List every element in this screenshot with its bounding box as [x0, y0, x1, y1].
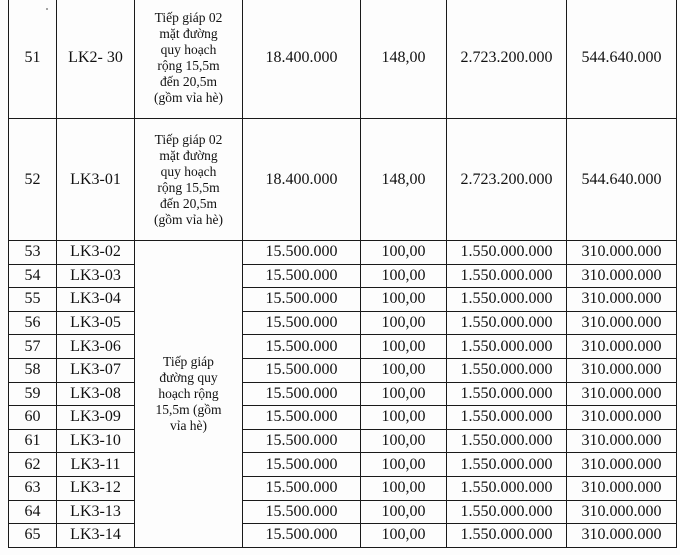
row-number-cell: 64	[9, 500, 57, 524]
location-description-line: vỉa hè)	[169, 417, 208, 433]
row-number-cell: 55	[9, 288, 57, 312]
unit-price-cell: 15.500.000	[243, 241, 361, 265]
deposit-cell: 310.000.000	[567, 453, 677, 477]
area-cell: 100,00	[361, 453, 447, 477]
deposit-cell: 310.000.000	[567, 311, 677, 335]
table-row	[9, 476, 677, 500]
row-number-cell: 56	[9, 311, 57, 335]
lot-code-cell: LK3-11	[57, 453, 135, 477]
row-number-cell: 61	[9, 429, 57, 453]
table-row	[9, 288, 677, 312]
unit-price-cell: 15.500.000	[243, 358, 361, 382]
unit-price-cell: 15.500.000	[243, 335, 361, 359]
table-row	[9, 335, 677, 359]
table-row	[9, 0, 677, 119]
location-description-line: Tiếp giáp 02	[154, 9, 223, 25]
row-number-cell: 54	[9, 264, 57, 288]
area-cell: 100,00	[361, 524, 447, 548]
total-price-cell: 2.723.200.000	[447, 119, 567, 241]
location-description-line: Tiếp giáp	[163, 353, 214, 369]
area-cell: 100,00	[361, 429, 447, 453]
area-cell: 100,00	[361, 358, 447, 382]
location-description-line: đường quy	[159, 369, 218, 385]
lot-code-cell: LK3-01	[57, 119, 135, 241]
unit-price-cell: 15.500.000	[243, 406, 361, 430]
location-description-line: quy hoạch	[160, 163, 217, 179]
area-cell: 100,00	[361, 264, 447, 288]
location-description-line: mặt đường	[159, 147, 218, 163]
total-price-cell: 1.550.000.000	[447, 524, 567, 548]
deposit-cell: 310.000.000	[567, 382, 677, 406]
lot-code-cell: LK3-14	[57, 524, 135, 548]
area-cell: 100,00	[361, 335, 447, 359]
table-row	[9, 429, 677, 453]
row-number-cell: 60	[9, 406, 57, 430]
unit-price-cell: 15.500.000	[243, 524, 361, 548]
unit-price-cell: 15.500.000	[243, 476, 361, 500]
location-description-line: rộng 15,5m	[157, 179, 220, 195]
row-number-cell: 58	[9, 358, 57, 382]
deposit-cell: 310.000.000	[567, 500, 677, 524]
location-description-line: Tiếp giáp 02	[154, 131, 223, 147]
lot-code-cell: LK3-05	[57, 311, 135, 335]
unit-price-cell: 18.400.000	[243, 119, 361, 241]
lot-code-cell: LK3-13	[57, 500, 135, 524]
row-number-cell: 51	[9, 0, 57, 119]
location-description-line: (gồm vỉa hè)	[154, 89, 223, 105]
location-description-line: đến 20,5m	[160, 195, 217, 211]
deposit-cell: 310.000.000	[567, 406, 677, 430]
total-price-cell: 1.550.000.000	[447, 311, 567, 335]
unit-price-cell: 15.500.000	[243, 429, 361, 453]
row-number-cell: 53	[9, 241, 57, 265]
deposit-cell: 310.000.000	[567, 335, 677, 359]
unit-price-cell: 15.500.000	[243, 453, 361, 477]
row-number-cell: 63	[9, 476, 57, 500]
row-number-cell: 65	[9, 524, 57, 548]
deposit-cell: 310.000.000	[567, 241, 677, 265]
unit-price-cell: 18.400.000	[243, 0, 361, 119]
area-cell: 100,00	[361, 241, 447, 265]
total-price-cell: 1.550.000.000	[447, 264, 567, 288]
table-row	[9, 264, 677, 288]
deposit-cell: 310.000.000	[567, 429, 677, 453]
deposit-cell: 310.000.000	[567, 358, 677, 382]
unit-price-cell: 15.500.000	[243, 382, 361, 406]
deposit-cell: 544.640.000	[567, 0, 677, 119]
total-price-cell: 1.550.000.000	[447, 288, 567, 312]
total-price-cell: 1.550.000.000	[447, 453, 567, 477]
area-cell: 100,00	[361, 476, 447, 500]
total-price-cell: 2.723.200.000	[447, 0, 567, 119]
unit-price-cell: 15.500.000	[243, 288, 361, 312]
total-price-cell: 1.550.000.000	[447, 358, 567, 382]
area-cell: 100,00	[361, 311, 447, 335]
total-price-cell: 1.550.000.000	[447, 500, 567, 524]
deposit-cell: 310.000.000	[567, 288, 677, 312]
unit-price-cell: 15.500.000	[243, 264, 361, 288]
total-price-cell: 1.550.000.000	[447, 382, 567, 406]
area-cell: 148,00	[361, 119, 447, 241]
location-description-line: quy hoạch	[160, 41, 217, 57]
lot-code-cell: LK3-03	[57, 264, 135, 288]
table-row	[9, 241, 677, 265]
row-number-cell: 59	[9, 382, 57, 406]
unit-price-cell: 15.500.000	[243, 500, 361, 524]
lot-code-cell: LK3-02	[57, 241, 135, 265]
table-row	[9, 524, 677, 548]
location-description-cell	[135, 119, 243, 241]
lot-code-cell: LK3-12	[57, 476, 135, 500]
table-row	[9, 311, 677, 335]
area-cell: 100,00	[361, 406, 447, 430]
total-price-cell: 1.550.000.000	[447, 406, 567, 430]
table-row	[9, 500, 677, 524]
total-price-cell: 1.550.000.000	[447, 241, 567, 265]
land-price-table	[8, 0, 677, 548]
total-price-cell: 1.550.000.000	[447, 476, 567, 500]
location-description-line: rộng 15,5m	[157, 57, 220, 73]
lot-code-cell: LK2- 30	[57, 0, 135, 119]
area-cell: 100,00	[361, 500, 447, 524]
location-description-line: mặt đường	[159, 25, 218, 41]
total-price-cell: 1.550.000.000	[447, 335, 567, 359]
area-cell: 148,00	[361, 0, 447, 119]
table-row	[9, 382, 677, 406]
location-description-cell	[135, 0, 243, 119]
row-number-cell: 62	[9, 453, 57, 477]
deposit-cell: 310.000.000	[567, 476, 677, 500]
location-description-line: hoạch rộng	[158, 385, 219, 401]
area-cell: 100,00	[361, 382, 447, 406]
unit-price-cell: 15.500.000	[243, 311, 361, 335]
lot-code-cell: LK3-09	[57, 406, 135, 430]
location-description-cell	[135, 241, 243, 548]
table-row	[9, 453, 677, 477]
table-row	[9, 358, 677, 382]
lot-code-cell: LK3-04	[57, 288, 135, 312]
deposit-cell: 310.000.000	[567, 264, 677, 288]
row-number-cell: 52	[9, 119, 57, 241]
location-description-line: (gồm vỉa hè)	[154, 211, 223, 227]
total-price-cell: 1.550.000.000	[447, 429, 567, 453]
deposit-cell: 310.000.000	[567, 524, 677, 548]
lot-code-cell: LK3-08	[57, 382, 135, 406]
location-description-line: đến 20,5m	[160, 73, 217, 89]
lot-code-cell: LK3-06	[57, 335, 135, 359]
deposit-cell: 544.640.000	[567, 119, 677, 241]
table-row	[9, 119, 677, 241]
lot-code-cell: LK3-07	[57, 358, 135, 382]
row-number-cell: 57	[9, 335, 57, 359]
location-description-line: 15,5m (gồm	[155, 401, 222, 417]
area-cell: 100,00	[361, 288, 447, 312]
table-row	[9, 406, 677, 430]
lot-code-cell: LK3-10	[57, 429, 135, 453]
